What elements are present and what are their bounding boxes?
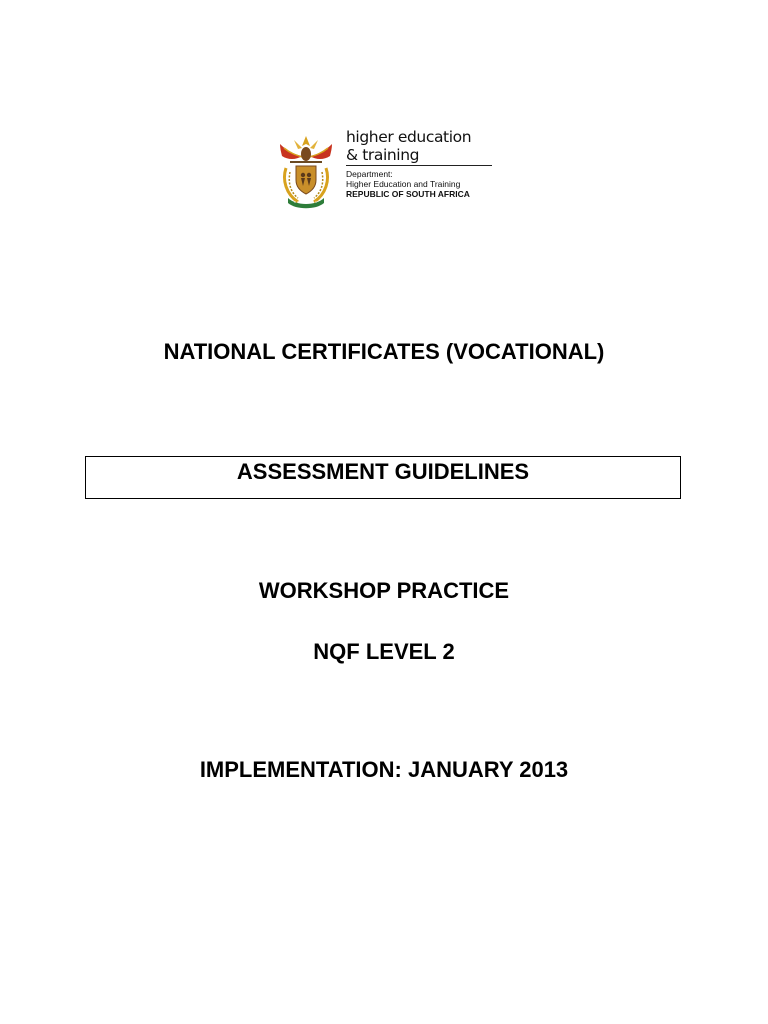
implementation-date: IMPLEMENTATION: JANUARY 2013 — [199, 757, 569, 782]
logo-line-training: & training — [346, 146, 420, 164]
logo-wordmark — [346, 128, 494, 199]
logo-line-higher-education: higher education — [346, 128, 472, 146]
subject-title: WORKSHOP PRACTICE — [258, 578, 510, 603]
department-logo — [276, 128, 496, 212]
assessment-guidelines-title: ASSESSMENT GUIDELINES — [236, 459, 530, 484]
logo-divider — [346, 165, 492, 166]
country-name: REPUBLIC OF SOUTH AFRICA — [346, 189, 470, 199]
south-africa-coat-of-arms-icon — [276, 132, 336, 210]
department-name: Higher Education and Training — [346, 179, 461, 189]
assessment-guidelines-box — [85, 456, 681, 499]
nqf-level: NQF LEVEL 2 — [313, 639, 455, 664]
certificate-title: NATIONAL CERTIFICATES (VOCATIONAL) — [163, 339, 605, 364]
department-label: Department: — [346, 169, 393, 179]
